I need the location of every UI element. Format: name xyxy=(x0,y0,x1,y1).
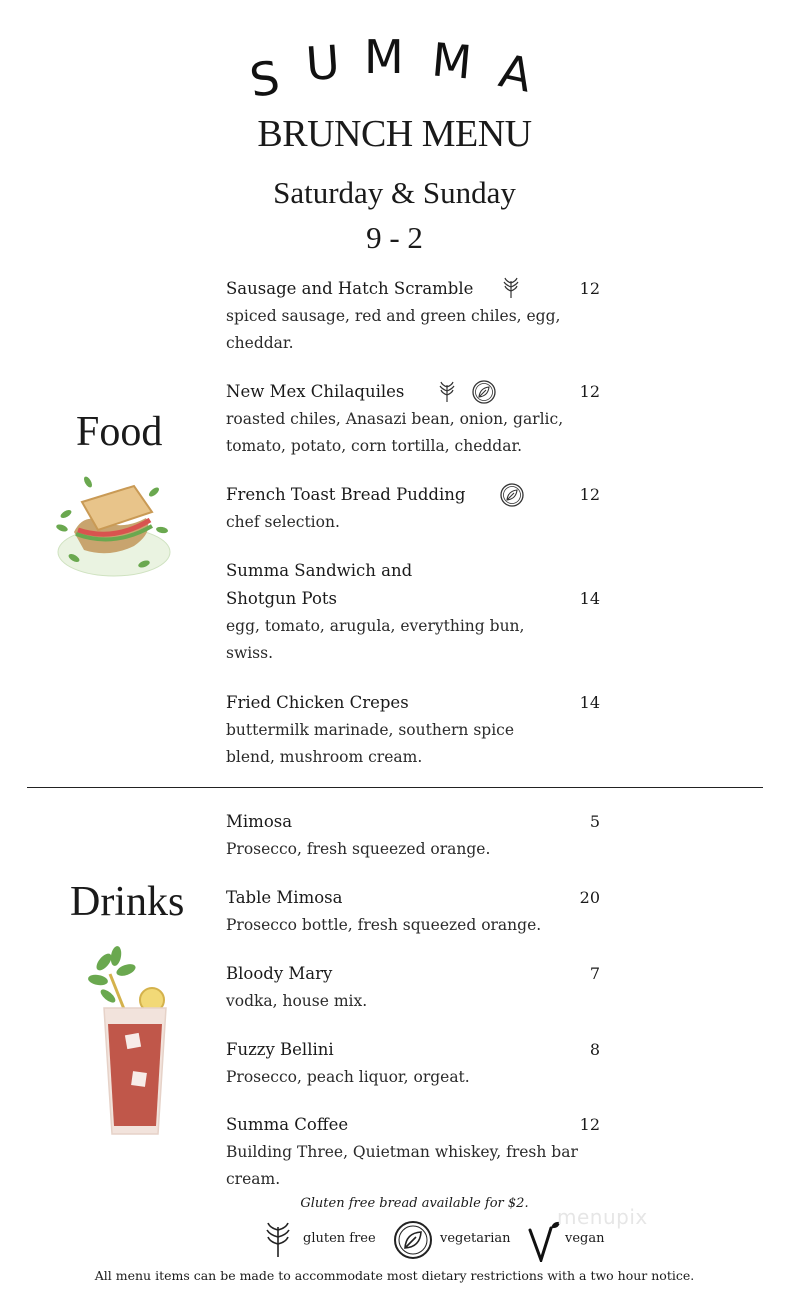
item-description: chef selection. xyxy=(226,513,340,531)
menu-item xyxy=(226,557,606,667)
menu-item xyxy=(226,808,606,863)
drinks-section-title: Drinks xyxy=(70,879,185,925)
vegetarian-icon xyxy=(500,483,524,507)
logo-letter: M xyxy=(429,32,474,90)
item-name: Summa Coffee xyxy=(226,1115,349,1134)
item-description: vodka, house mix. xyxy=(226,992,368,1010)
vegetarian-icon xyxy=(393,1220,433,1260)
gluten-free-note: Gluten free bread available for $2. xyxy=(300,1196,529,1211)
item-name: French Toast Bread Pudding xyxy=(226,485,466,504)
vegetarian-icon xyxy=(472,380,496,404)
service-days: Saturday & Sunday xyxy=(273,175,516,210)
logo xyxy=(0,30,789,110)
logo-letter: A xyxy=(494,43,537,103)
menu-item xyxy=(226,1111,606,1193)
menu-item xyxy=(226,884,606,939)
wheat-icon xyxy=(438,381,456,403)
item-description: Prosecco, fresh squeezed orange. xyxy=(226,840,491,858)
item-name: Table Mimosa xyxy=(226,888,343,907)
item-price: 8 xyxy=(589,1040,600,1059)
item-price: 14 xyxy=(579,589,600,608)
item-price: 12 xyxy=(579,1115,600,1134)
item-description: Prosecco, peach liquor, orgeat. xyxy=(226,1068,470,1086)
item-description: buttermilk marinade, southern spice blend, mushroom cream. xyxy=(226,721,515,766)
item-description: Prosecco bottle, fresh squeezed orange. xyxy=(226,916,542,934)
menu-item xyxy=(226,275,606,357)
item-name: New Mex Chilaquiles xyxy=(226,382,405,401)
item-name: Bloody Mary xyxy=(226,964,333,983)
menu-item xyxy=(226,1036,606,1091)
menu-item xyxy=(226,378,606,460)
item-price: 7 xyxy=(589,964,600,983)
item-description: egg, tomato, arugula, everything bun, swiss. xyxy=(226,617,525,662)
logo-letter: S xyxy=(246,50,283,108)
item-description: roasted chiles, Anasazi bean, onion, garlic, tomato, potato, corn tortilla, cheddar. xyxy=(226,410,564,455)
item-name: Fried Chicken Crepes xyxy=(226,693,409,712)
item-name: Fuzzy Bellini xyxy=(226,1040,334,1059)
vegan-icon xyxy=(527,1220,561,1262)
watermark: menupix xyxy=(557,1205,648,1229)
item-price: 5 xyxy=(589,812,600,831)
cocktail-illustration xyxy=(86,944,172,1140)
dietary-legend xyxy=(264,1220,604,1262)
food-section-title: Food xyxy=(76,409,163,455)
item-price: 12 xyxy=(579,279,600,298)
item-name: Summa Sandwich and Shotgun Pots xyxy=(226,561,413,608)
item-price: 20 xyxy=(579,888,600,907)
logo-letter: M xyxy=(364,30,404,84)
item-price: 12 xyxy=(579,382,600,401)
menu-item xyxy=(226,960,606,1015)
logo-letter: U xyxy=(304,34,342,92)
sandwich-illustration xyxy=(54,472,178,586)
section-divider xyxy=(27,787,763,788)
item-name: Mimosa xyxy=(226,812,293,831)
item-name: Sausage and Hatch Scramble xyxy=(226,279,474,298)
service-hours: 9 - 2 xyxy=(366,220,423,255)
legend-gluten-free: gluten free xyxy=(303,1231,376,1246)
item-price: 14 xyxy=(579,693,600,712)
legend-vegetarian: vegetarian xyxy=(440,1231,511,1246)
menu-item xyxy=(226,689,606,771)
item-description: Building Three, Quietman whiskey, fresh bar cream. xyxy=(226,1143,578,1188)
menu-subtitle: BRUNCH MENU xyxy=(257,113,532,155)
wheat-icon xyxy=(502,277,520,299)
item-description: spiced sausage, red and green chiles, egg, cheddar. xyxy=(226,307,561,352)
menu-item xyxy=(226,481,606,536)
dietary-disclaimer: All menu items can be made to accommodate most dietary restrictions with a two hour notice. xyxy=(94,1268,695,1283)
wheat-icon xyxy=(264,1222,292,1258)
legend-vegan: vegan xyxy=(565,1231,605,1246)
item-price: 12 xyxy=(579,485,600,504)
